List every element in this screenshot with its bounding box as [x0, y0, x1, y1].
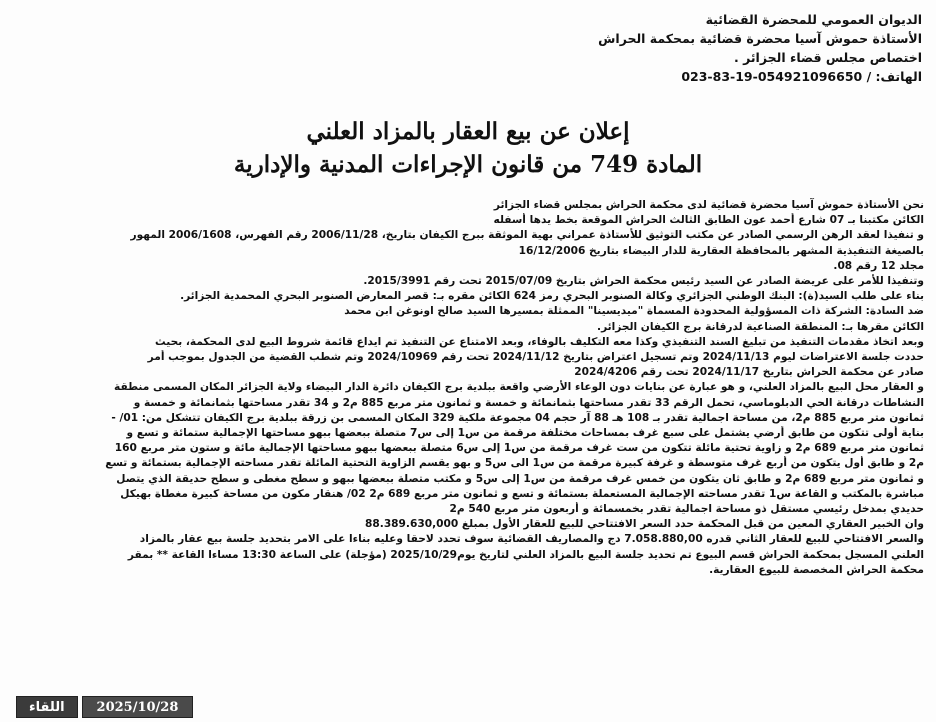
- bailiff-name: الأستاذة حموش آسيا محضرة قضائية بمحكمة الحراش: [598, 31, 922, 46]
- body-line: حديدي بمدخل رئيسي مستقل ذو مساحة اجمالية تقدر بخمسمائة و أربعون متر مربع 540 م2: [449, 503, 924, 516]
- body-line: وبعد اتخاذ مقدمات التنفيذ من تبليغ السند التنفيذي وكذا معه التكليف بالوفاء، وبعد الامتناع عن التنفيذ تم ايداع قائمة شروط البيع لدى المحكمة، بحيث: [155, 335, 924, 348]
- body-line: ضد السادة: الشركة ذات المسؤولية المحدودة المسماة "ميديسينا" الممثلة بمسيرها السيد صالح اونوغن ابن محمد: [344, 305, 924, 318]
- body-line: الكائن مقرها بـ: المنطقة الصناعية لدرقانة برج الكيفان الجزائر.: [597, 320, 924, 333]
- body-line: ثمانون متر مربع 885 م2، من مساحة اجمالية تقدر بـ 108 هـ 88 آر حجم 04 مجموعة ملكية 329 المكان المسمى بن زرقة ببلدية برج الكيفان تتشكل من: 01/ -: [111, 411, 924, 424]
- body-line: و العقار محل البيع بالمزاد العلني، و هو عبارة عن بنايات دون الوعاء الأرضي واقعة ببلدية برج الكيفان دائرة الدار البيضاء ولاية الجزائر المكان المسمى منطقة: [114, 381, 924, 394]
- main-title: إعلان عن بيع العقار بالمزاد العلني: [306, 118, 630, 145]
- body-line: بناء على طلب السيد(ة): البنك الوطني الجزائري وكالة الصنوبر البحري رمز 624 الكائن مقره بـ: قصر المعارض الصنوبر البحري المحمدية الجزائر.: [180, 290, 924, 303]
- body-line: نحن الأستاذة حموش آسيا محضرة قضائية لدى محكمة الحراش بمجلس قضاء الجزائر: [493, 199, 924, 211]
- body-line: و ثمانون متر مربع 689 م2 و طابق ثان يتكون من خمس غرف مرقمة من س1 إلى س5 و مكتب متصلة ببعضها ببهو و سطح مغطى و سطح حديقة الذي يتصل: [116, 472, 924, 485]
- notice-header: [362, 10, 922, 86]
- body-line: بالصيغة التنفيذية المشهر بالمحافظة العقارية للدار البيضاء بتاريخ 16/12/2006: [518, 244, 924, 257]
- jurisdiction: اختصاص مجلس قضاء الجزائر .: [733, 50, 922, 65]
- phone-number: الهاتف: / 054921096650-19-83-023: [681, 69, 922, 84]
- body-line: و تنفيذا لعقد الرهن الرسمي الصادر عن مكتب التوثيق للأستاذة عمراني بهية الموثقة ببرج الكيفان بتاريخ، 2006/11/28 رقم الفهرس، 2006/1608 المهور: [130, 229, 924, 242]
- body-line: صادر عن محكمة الحراش بتاريخ 2024/11/17 تحت رقم 2024/4206: [574, 366, 924, 379]
- body-line: بناية أولى تتكون من طابق أرضي يشتمل على سبع غرف بمساحات مختلفة مرقمة من س1 إلى س7 متصلة ببعضها ببهو مساحتها الإجمالية ستمائة و تسع و: [126, 427, 924, 440]
- newspaper-name: اللقاء: [16, 696, 78, 718]
- body-line: والسعر الافتتاحي للبيع للعقار الثاني قدره 7.058.880,00 دج والمصاريف القضائية سوف تحدد لاحقا وعليه بناءا على الامر بتحديد جلسة بيع عقار بالمزاد: [139, 533, 924, 546]
- body-line: الكائن مكتبنا بـ 07 شارع أحمد عون الطابق الثالث الحراش الموقعة بخط يدها أسفله: [493, 214, 924, 227]
- body-line: وان الخبير العقاري المعين من قبل المحكمة حدد السعر الافتتاحي للبيع للعقار الأول بمبلغ 88.389.630,000: [365, 518, 924, 531]
- body-line: مباشرة بالمكتب و القاعة س1 تقدر مساحته الإجمالية المستعملة بستمائة و تسع و ثمانون متر مربع 689 م2 02/ هنقار مكون من مساحة كبيرة مغطاة بهيكل: [120, 487, 924, 500]
- notice-titles: [0, 115, 936, 181]
- body-line: مجلد 12 رقم 08.: [833, 259, 924, 272]
- office-name: الديوان العمومي للمحضرة القضائية: [705, 12, 922, 27]
- body-line: محكمة الحراش المخصصة للبيوع العقارية.: [709, 563, 924, 576]
- publication-date: 2025/10/28: [82, 696, 194, 718]
- body-line: النشاطات درقانة الحي الدبلوماسي، تحمل الرقم 33 تقدر مساحتها بثمانمائة و خمسة و ثمانون متر مربع 885 م2 و 34 تقدر مساحتها بثمانمائة و خمسة و: [133, 396, 924, 409]
- sub-title: المادة 749 من قانون الإجراءات المدنية والإدارية: [233, 151, 703, 178]
- body-line: ثمانون متر مربع 689 م2 و زاوية تحتية مائلة تتكون من ست غرف مرقمة من س1 إلى س6 متصلة ببعضها ببهو مساحتها الإجمالية مائة و ستون متر مربع 160: [114, 442, 924, 455]
- body-line: وتنفيذا للأمر على عريضة الصادر عن السيد رئيس محكمة الحراش بتاريخ 2015/07/09 تحت رقم 2015/3991.: [363, 275, 924, 288]
- body-line: العلني المسجل بمحكمة الحراش قسم البيوع تم تحديد جلسة البيع بالمزاد العلني لتاريخ يوم2025/10/29 (مؤجلة) على الساعة 13:30 مساءا القاعة ** بمقر: [127, 548, 924, 561]
- body-line: م2 و طابق أول يتكون من أربع غرف متوسطة و غرفة كبيرة مرقمة من س1 الى س5 و بهو يقسم الزاوية التحتية المائلة تقدر مساحته الإجمالية بستمائة و تسع: [105, 457, 924, 470]
- body-line: حددت جلسة الاعتراضات ليوم 2024/11/13 وتم تسجيل اعتراض بتاريخ 2024/11/12 تحت رقم 2024/10969 وتم شطب القضية من الجدول بموجب أمر: [147, 351, 924, 364]
- notice-body: [12, 198, 924, 578]
- publication-footer: [16, 696, 193, 718]
